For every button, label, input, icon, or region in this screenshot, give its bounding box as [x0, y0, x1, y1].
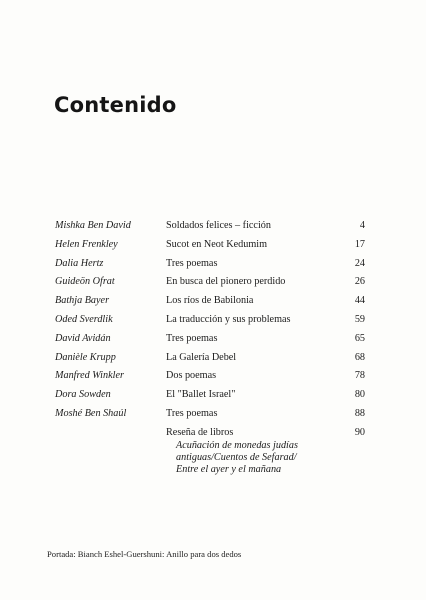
toc-title: En busca del pionero perdido — [166, 276, 286, 288]
toc-page-number: 26 — [354, 276, 365, 288]
book-review-line: antiguas/Cuentos de Sefarad/ — [176, 451, 297, 463]
toc-author: Mishka Ben David — [55, 220, 131, 231]
toc-page-number: 88 — [354, 407, 365, 419]
toc-entry — [55, 389, 365, 408]
toc-title: Tres poemas — [166, 332, 218, 344]
toc-entry — [55, 408, 365, 427]
toc-entry — [55, 276, 365, 295]
toc-author: Moshé Ben Shaúl — [55, 407, 127, 419]
toc-page-number: 17 — [354, 238, 365, 250]
toc-title: Soldados felices – ficción — [166, 220, 271, 231]
toc-title: Tres poemas — [166, 257, 218, 269]
toc-page-number: 68 — [354, 351, 365, 363]
toc-title: Sucot en Neot Kedumim — [166, 238, 268, 250]
toc-author: Manfred Winkler — [55, 370, 124, 382]
toc-author: Guideön Ofrat — [55, 276, 115, 288]
toc-author: David Avidán — [55, 332, 111, 344]
toc-page-number: 59 — [354, 313, 365, 325]
toc-title: Los ríos de Babilonia — [166, 295, 254, 307]
book-review-line: Acuñación de monedas judías — [176, 439, 298, 451]
toc-title: Reseña de libros — [166, 426, 234, 438]
toc-author: Oded Sverdlik — [55, 313, 113, 325]
toc-author: Dalia Hertz — [55, 257, 104, 269]
page-title: Contenido — [54, 93, 177, 117]
toc-entry — [55, 314, 365, 333]
toc-page-number: 65 — [354, 332, 365, 344]
toc-entry — [55, 295, 365, 314]
toc-entry — [55, 352, 365, 371]
toc-entry-book-reviews — [55, 426, 365, 476]
toc-entry — [55, 370, 365, 389]
toc-author: Helen Frenkley — [55, 238, 118, 250]
book-review-line: Entre el ayer y el mañana — [176, 464, 282, 476]
toc-entry — [55, 333, 365, 352]
cover-credit: Portada: Bianch Eshel-Guershuni: Anillo para dos dedos — [47, 549, 242, 559]
toc-author: Bathja Bayer — [55, 295, 110, 307]
toc-title: Dos poemas — [166, 370, 217, 382]
toc-author: Dora Sowden — [55, 389, 111, 401]
toc-page-number: 4 — [359, 220, 365, 231]
toc-author: Danièle Krupp — [55, 351, 116, 363]
toc-page-number: 90 — [354, 426, 365, 438]
toc-title: La Galería Debel — [166, 351, 237, 363]
toc-page-number: 24 — [354, 257, 365, 269]
book-review-list — [176, 440, 298, 477]
toc-entry — [55, 239, 365, 258]
toc-entry — [55, 220, 365, 239]
toc-title: El "Ballet Israel" — [166, 389, 236, 401]
toc-title: La traducción y sus problemas — [166, 313, 291, 325]
table-of-contents — [55, 220, 365, 476]
toc-page-number: 44 — [354, 295, 365, 307]
toc-title: Tres poemas — [166, 407, 218, 419]
toc-entry — [55, 258, 365, 277]
toc-page-number: 80 — [354, 389, 365, 401]
toc-page-number: 78 — [354, 370, 365, 382]
